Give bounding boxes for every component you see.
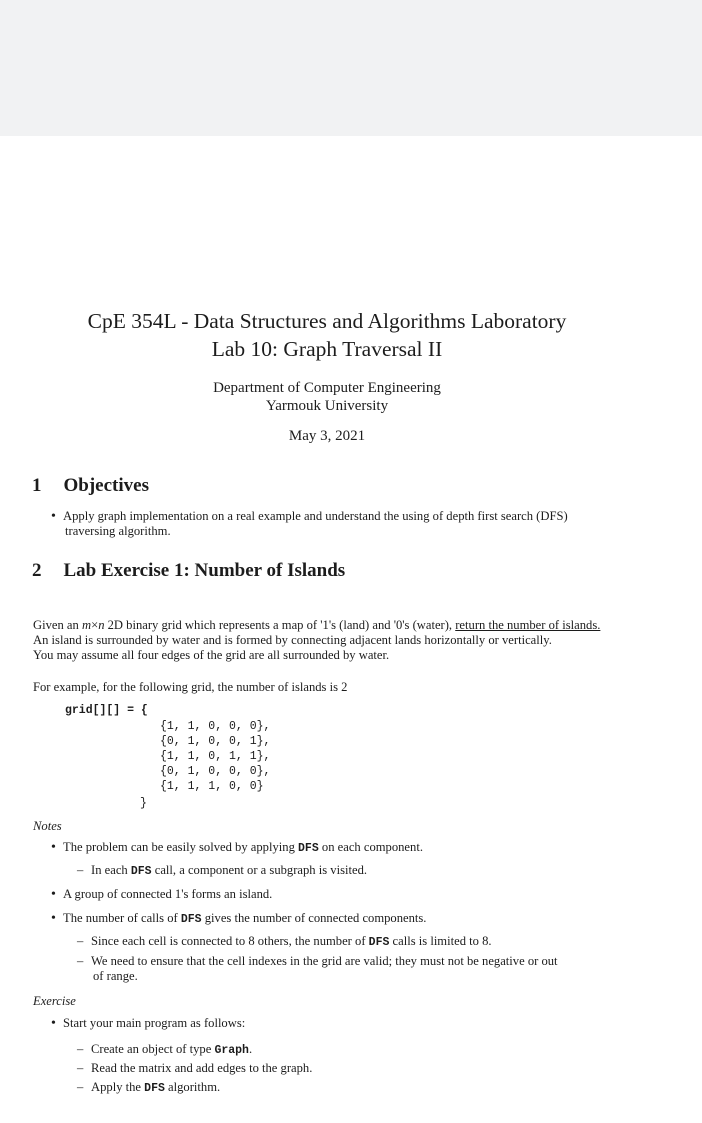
- note-sub-3a: – Since each cell is connected to 8 others, the number of DFS calls is limited to 8.: [77, 934, 492, 949]
- section-title: Lab Exercise 1: Number of Islands: [63, 560, 346, 581]
- exercise-label: Exercise: [33, 994, 76, 1008]
- section-number: 1: [32, 475, 42, 496]
- note-sub-3b: – We need to ensure that the cell indexes in the grid are valid; they must not be negative or out: [77, 954, 558, 968]
- section-2-heading: [32, 560, 345, 582]
- note-bullet-2: A group of connected 1's forms an island.: [63, 887, 273, 901]
- note-sub-3b-cont: of range.: [93, 969, 138, 983]
- code-row: {1, 1, 0, 0, 0},: [160, 720, 271, 733]
- exercise-step-2: – Read the matrix and add edges to the graph.: [77, 1061, 313, 1075]
- code-row: {1, 1, 0, 1, 1},: [160, 750, 271, 763]
- code-close-brace: }: [140, 797, 147, 810]
- note-bullet-1: The problem can be easily solved by applying DFS on each component.: [63, 840, 423, 855]
- note-sub-1: – In each DFS call, a component or a subgraph is visited.: [77, 863, 368, 878]
- problem-paragraph-line2: An island is surrounded by water and is formed by connecting adjacent lands horizontally or vertically.: [33, 633, 552, 647]
- section-number: 2: [32, 560, 42, 581]
- problem-goal-underlined: return the number of islands.: [455, 618, 601, 632]
- code-grid-rows: [160, 719, 270, 794]
- note-bullet-3: The number of calls of DFS gives the number of connected components.: [63, 911, 427, 926]
- exercise-step-1: – Create an object of type Graph.: [77, 1042, 253, 1057]
- code-row: {0, 1, 0, 0, 1},: [160, 735, 271, 748]
- university: Yarmouk University: [265, 398, 389, 414]
- code-declaration: grid[][] = {: [65, 704, 148, 717]
- code-row: {1, 1, 1, 0, 0}: [160, 780, 264, 793]
- viewer-top-bar: [0, 0, 702, 136]
- section-title: Objectives: [63, 475, 149, 496]
- problem-paragraph-line3: You may assume all four edges of the grid are all surrounded by water.: [33, 648, 390, 662]
- notes-label: Notes: [33, 819, 62, 833]
- objective-bullet: Apply graph implementation on a real example and understand the using of depth first search (DFS): [63, 509, 568, 523]
- problem-paragraph-line1: Given an m×n 2D binary grid which represents a map of '1's (land) and '0's (water), return the number of islands.: [33, 618, 601, 632]
- document-title: CpE 354L - Data Structures and Algorithms Laboratory: [87, 309, 567, 333]
- example-intro: For example, for the following grid, the number of islands is 2: [33, 680, 348, 694]
- document-date: May 3, 2021: [288, 428, 366, 444]
- code-row: {0, 1, 0, 0, 0},: [160, 765, 271, 778]
- exercise-bullet: Start your main program as follows:: [63, 1016, 246, 1030]
- objective-bullet-cont: traversing algorithm.: [65, 524, 171, 538]
- department: Department of Computer Engineering: [213, 380, 441, 396]
- lab-title: Lab 10: Graph Traversal II: [211, 337, 443, 361]
- section-1-heading: [32, 475, 149, 497]
- exercise-step-3: – Apply the DFS algorithm.: [77, 1080, 221, 1095]
